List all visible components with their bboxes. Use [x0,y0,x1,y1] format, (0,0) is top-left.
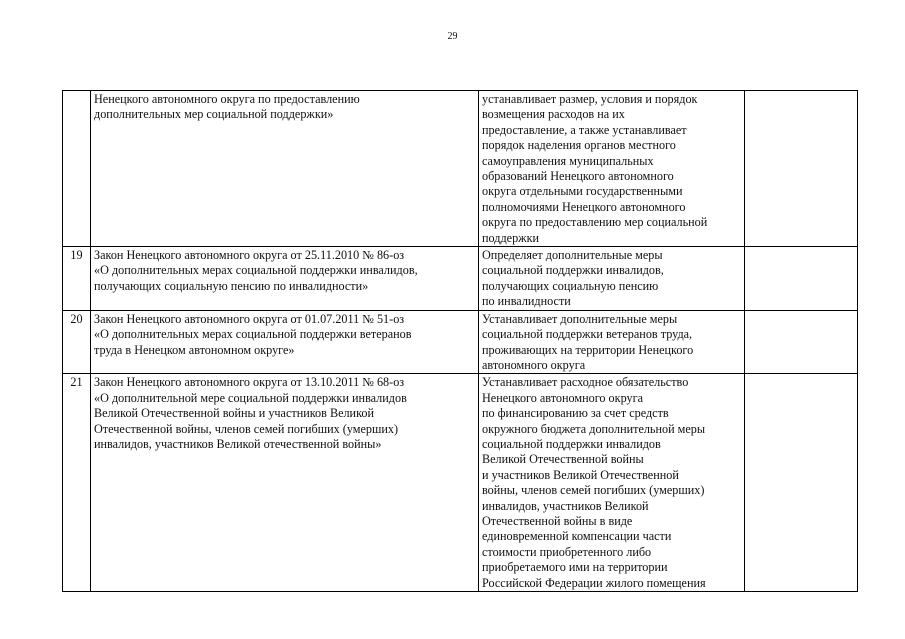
document-title-line: «О дополнительных мерах социальной поддержки инвалидов, [94,263,418,278]
description-line: Устанавливает дополнительные меры [482,311,678,326]
document-title-line: инвалидов, участников Великой отечественной войны» [94,436,382,451]
description-line: порядок наделения органов местного [482,138,676,153]
row-number-cell: 19 [63,247,91,311]
description-line: образований Ненецкого автономного [482,169,674,184]
document-title-line: Закон Ненецкого автономного округа от 13.10.2011 № 68-оз [94,375,405,390]
document-title-cell [91,91,479,247]
document-title-line: получающих социальную пенсию по инвалидности» [94,278,369,293]
table-row [63,247,858,311]
description-line: приобретаемого ими на территории [482,560,668,575]
description-line: предоставление, а также устанавливает [482,122,687,137]
description-line: проживающих на территории Ненецкого [482,342,694,357]
description-line: Отечественной войны в виде [482,513,633,528]
description-line: устанавливает размер, условия и порядок [482,92,698,106]
description-line: социальной поддержки инвалидов, [482,263,664,278]
description-line: полномочиями Ненецкого автономного [482,199,686,214]
description-line: по финансированию за счет средств [482,406,669,421]
description-cell [479,374,745,592]
document-title-line: дополнительных мер социальной поддержки» [94,107,334,122]
description-line: по инвалидности [482,294,571,309]
description-line: Российской Федерации жилого помещения [482,575,706,590]
description-line: Устанавливает расходное обязательство [482,375,689,390]
notes-cell [745,91,858,247]
document-title-line: Ненецкого автономного округа по предоставлению [94,92,360,106]
description-cell [479,91,745,247]
description-line: Великой Отечественной войны [482,452,644,467]
document-title-line: труда в Ненецком автономном округе» [94,342,295,357]
description-line: и участников Великой Отечественной [482,467,679,482]
description-line: округа по предоставлению мер социальной [482,215,708,230]
row-number-cell: 20 [63,310,91,374]
document-table [62,90,858,592]
description-line: окружного бюджета дополнительной меры [482,421,706,436]
description-line: возмещения расходов на их [482,107,625,122]
page-number: 29 [447,31,458,42]
description-line: поддержки [482,230,540,245]
description-cell [479,247,745,311]
description-cell [479,310,745,374]
document-title-cell [91,310,479,374]
row-number-cell [63,91,91,247]
description-line: получающих социальную пенсию [482,278,659,293]
notes-cell [745,247,858,311]
description-line: единовременной компенсации части [482,529,672,544]
row-number-cell: 21 [63,374,91,592]
document-title-line: Отечественной войны, членов семей погибших (умерших) [94,421,399,436]
table-row [63,374,858,592]
document-title-line: «О дополнительной мере социальной поддержки инвалидов [94,390,407,405]
document-title-line: Закон Ненецкого автономного округа от 01.07.2011 № 51-оз [94,311,405,326]
description-line: автономного округа [482,357,586,372]
notes-cell [745,310,858,374]
description-line: войны, членов семей погибших (умерших) [482,483,705,498]
description-line: стоимости приобретенного либо [482,544,652,559]
table-row [63,310,858,374]
description-line: социальной поддержки ветеранов труда, [482,327,693,342]
description-line: инвалидов, участников Великой [482,498,649,513]
table-row [63,91,858,247]
notes-cell [745,374,858,592]
description-line: Определяет дополнительные меры [482,248,663,263]
description-line: социальной поддержки инвалидов [482,436,661,451]
description-line: самоуправления муниципальных [482,153,654,168]
document-title-cell [91,374,479,592]
document-title-line: «О дополнительных мерах социальной поддержки ветеранов [94,327,412,342]
description-line: Ненецкого автономного округа [482,390,644,405]
document-title-line: Великой Отечественной войны и участников Великой [94,406,375,421]
document-title-cell [91,247,479,311]
document-title-line: Закон Ненецкого автономного округа от 25.11.2010 № 86-оз [94,248,405,263]
description-line: округа отдельными государственными [482,184,683,199]
